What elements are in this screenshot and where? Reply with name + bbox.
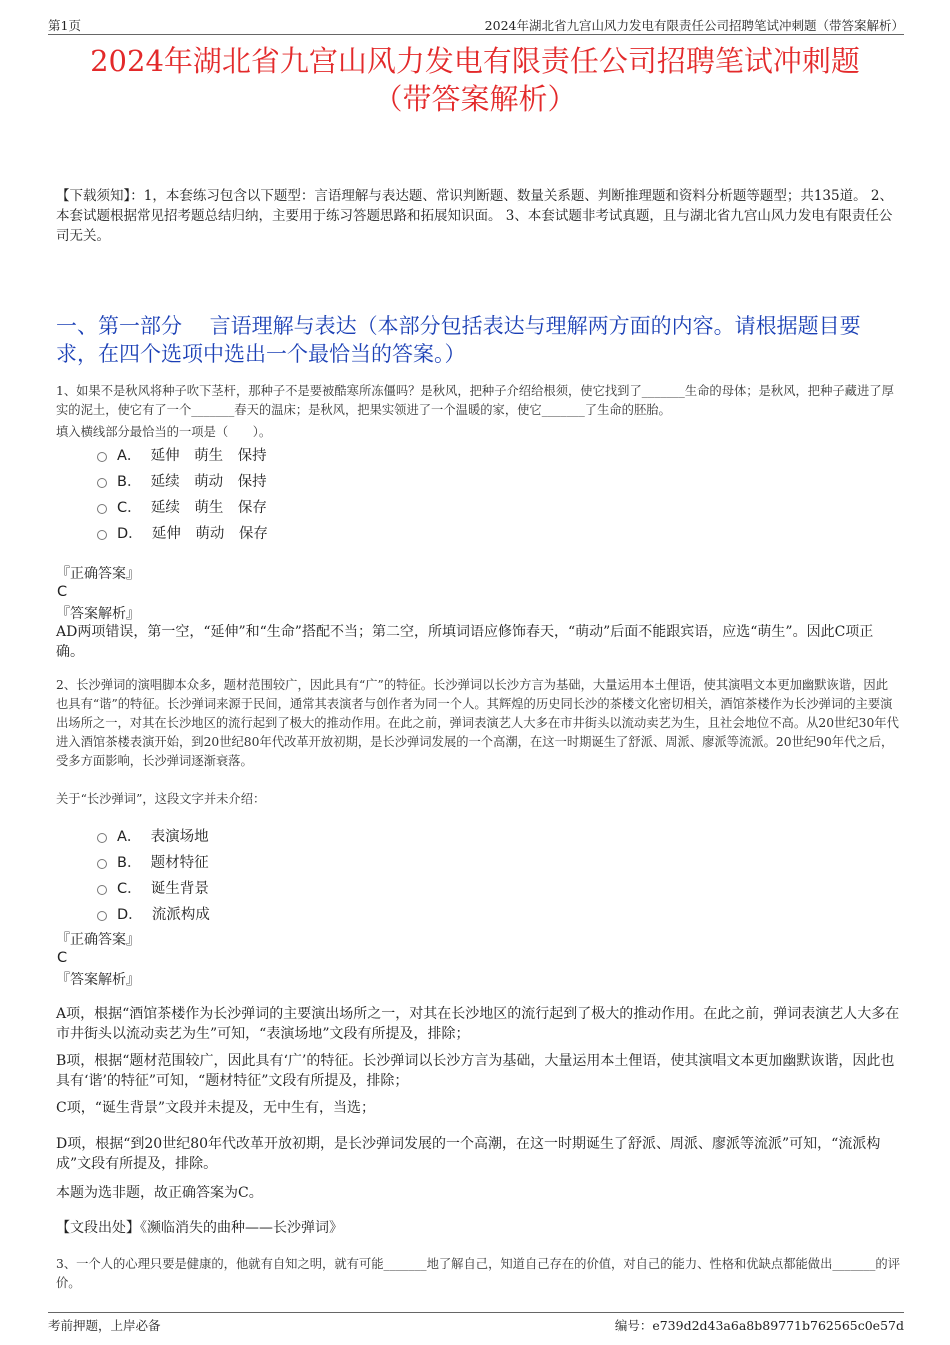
q1-option-a[interactable]: A． 延伸 萌生 保持 xyxy=(97,444,267,464)
q2-option-c[interactable]: C． 诞生背景 xyxy=(97,877,209,897)
radio-icon[interactable] xyxy=(97,452,107,462)
page-title xyxy=(40,42,910,118)
q2-option-b[interactable]: B． 题材特征 xyxy=(97,851,209,871)
radio-icon[interactable] xyxy=(97,911,107,921)
q1-option-c[interactable]: C． 延续 萌生 保存 xyxy=(97,496,267,516)
q1-option-d[interactable]: D． 延伸 萌动 保存 xyxy=(97,522,268,542)
question-2-stem: 2、长沙弹词的演唱脚本众多，题材范围较广，因此具有“广”的特征。长沙弹词以长沙方言为基础，大量运用本土俚语，使其演唱文本更加幽默诙谐，因此也具有“谐”的特征。长沙弹词来源于民间，通常其表演者与创作者为同一个人。其辉煌的历史同长沙的茶楼文化密切相关，酒馆茶楼作为长沙弹词的主要演出场所之一，对其在长沙地区的流行起到了极大的推动作用。在此之前，弹词表演艺人大多在市井街头以流动卖艺为生，且社会地位不高。从20世纪30年代进入酒馆茶楼表演开始，到20世纪80年代改革开放初期，是长沙弹词发展的一个高潮，在这一时期诞生了舒派、周派、廖派等流派。20世纪90年代之后，受多方面影响，长沙弹词逐渐衰落。 xyxy=(56,678,899,768)
question-2-ask: 关于“长沙弹词”，这段文字并未介绍： xyxy=(56,792,266,806)
q2-source: 【文段出处】《濒临消失的曲种——长沙弹词》 xyxy=(56,1220,343,1236)
radio-icon[interactable] xyxy=(97,478,107,488)
radio-icon[interactable] xyxy=(97,859,107,869)
radio-icon[interactable] xyxy=(97,530,107,540)
q1-answer: C xyxy=(57,584,68,600)
q2-option-a[interactable]: A． 表演场地 xyxy=(97,825,209,845)
page-footer xyxy=(48,1312,904,1335)
title-line-2: （带答案解析） xyxy=(373,82,577,116)
footer-slogan: 考前押题，上岸必备 xyxy=(48,1318,161,1333)
q2-answer: C xyxy=(57,950,68,966)
q1-answer-label: 『正确答案』 xyxy=(56,566,140,582)
radio-icon[interactable] xyxy=(97,504,107,514)
footer-doc-id: 编号：e739d2d43a6a8b89771b762565c0e57d xyxy=(614,1318,904,1333)
title-line-1: 2024年湖北省九宫山风力发电有限责任公司招聘笔试冲刺题 xyxy=(90,44,860,78)
page-header xyxy=(48,14,904,35)
q1-option-b[interactable]: B． 延续 萌动 保持 xyxy=(97,470,267,490)
radio-icon[interactable] xyxy=(97,885,107,895)
q2-conclusion: 本题为选非题，故正确答案为C。 xyxy=(56,1185,263,1201)
q2-analysis-a: A项，根据“酒馆茶楼作为长沙弹词的主要演出场所之一，对其在长沙地区的流行起到了极大的推动作用。在此之前，弹词表演艺人大多在市井街头以流动卖艺为生”可知，“表演场地”文段有所提及，排除； xyxy=(56,1006,900,1042)
q2-analysis-b: B项，根据“题材范围较广，因此具有‘广’的特征。长沙弹词以长沙方言为基础，大量运用本土俚语，使其演唱文本更加幽默诙谐，因此也具有‘谐’的特征”可知，“题材特征”文段有所提及，排除； xyxy=(56,1053,895,1089)
q2-analysis-d: D项，根据“到20世纪80年代改革开放初期，是长沙弹词发展的一个高潮，在这一时期诞生了舒派、周派、廖派等流派”可知，“流派构成”文段有所提及，排除。 xyxy=(56,1136,881,1172)
q2-analysis-c: C项，“诞生背景”文段并未提及，无中生有，当选； xyxy=(56,1100,376,1116)
q2-answer-label: 『正确答案』 xyxy=(56,932,140,948)
header-doc-title: 2024年湖北省九宫山风力发电有限责任公司招聘笔试冲刺题（带答案解析） xyxy=(484,18,904,33)
question-3-stem: 3、一个人的心理只要是健康的，他就有自知之明，就有可能_______地了解自己，知道自己存在的价值，对自己的能力、性格和优缺点都能做出_______的评价。 xyxy=(56,1257,901,1290)
q2-option-d[interactable]: D． 流派构成 xyxy=(97,903,210,923)
q1-analysis: AD两项错误，第一空，“延伸”和“生命”搭配不当；第二空，所填词语应修饰春天，“萌动”后面不能跟宾语，应选“萌生”。因此C项正确。 xyxy=(56,624,874,660)
q1-analysis-label: 『答案解析』 xyxy=(56,606,140,622)
q2-analysis-label: 『答案解析』 xyxy=(56,972,140,988)
question-1-ask: 填入横线部分最恰当的一项是（ ）。 xyxy=(56,425,272,439)
question-1-stem: 1、如果不是秋风将种子吹下茎杆，那种子不是要被酷寒所冻僵吗？是秋风，把种子介绍给根须，使它找到了_______生命的母体；是秋风，把种子藏进了厚实的泥土，使它有了一个_______春天的温床；是秋风，把果实领进了一个温暖的家，使它_______了生命的胚胎。 xyxy=(56,384,894,417)
download-notice: 【下载须知】：1，本套练习包含以下题型：言语理解与表达题、常识判断题、数量关系题、判断推理题和资料分析题等题型；共135道。 2、本套试题根据常见招考题总结归纳，主要用于练习答题思路和拓展知识面。 3、本套试题非考试真题，且与湖北省九宫山风力发电有限责任公司无关。 xyxy=(56,188,893,244)
radio-icon[interactable] xyxy=(97,833,107,843)
page-number: 第1页 xyxy=(48,18,81,33)
section-heading: 一、第一部分 言语理解与表达（本部分包括表达与理解两方面的内容。请根据题目要求，在四个选项中选出一个最恰当的答案。） xyxy=(56,314,861,366)
